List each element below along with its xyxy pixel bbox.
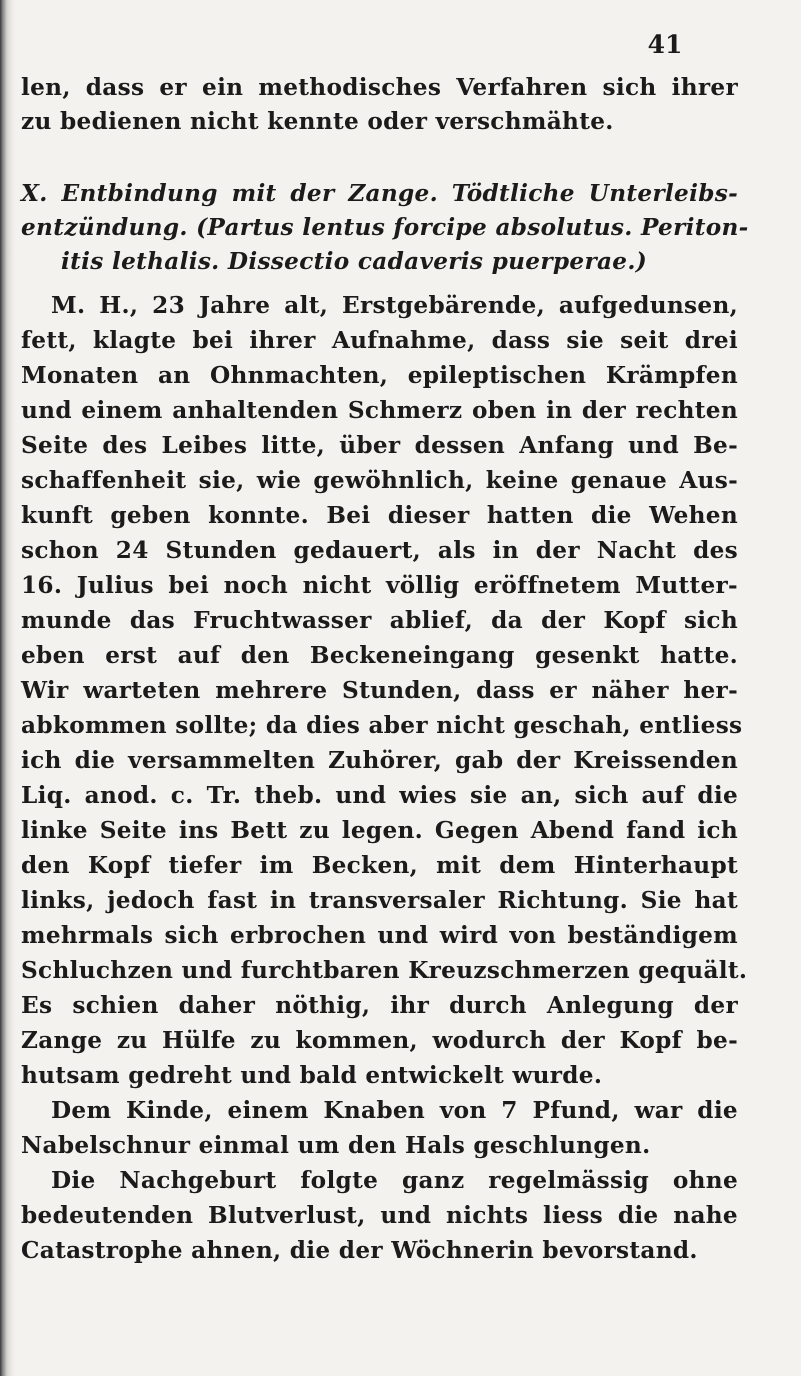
case-heading-line: itis lethalis. Dissectio cadaveris puerperae.) [61, 248, 647, 275]
text-line: Monaten an Ohnmachten, epileptischen Krämpfen [21, 362, 738, 389]
text-line: Catastrophe ahnen, die der Wöchnerin bevorstand. [21, 1237, 698, 1264]
case-heading-line: entzündung. (Partus lentus forcipe absolutus. Periton- [21, 214, 749, 241]
text-line: links, jedoch fast in transversaler Richtung. Sie hat [21, 887, 738, 914]
text-line: schaffenheit sie, wie gewöhnlich, keine genaue Aus- [21, 467, 738, 494]
text-line: linke Seite ins Bett zu legen. Gegen Abend fand ich [21, 817, 738, 844]
text-line: Zange zu Hülfe zu kommen, wodurch der Kopf be- [21, 1027, 738, 1054]
text-line: Dem Kinde, einem Knaben von 7 Pfund, war die [51, 1097, 738, 1124]
text-line: 16. Julius bei noch nicht völlig eröffnetem Mutter- [21, 572, 738, 599]
text-line: und einem anhaltenden Schmerz oben in der rechten [21, 397, 738, 424]
text-line: abkommen sollte; da dies aber nicht geschah, entliess [21, 712, 743, 739]
page-binding-edge [0, 0, 16, 1376]
text-line: mehrmals sich erbrochen und wird von beständigem [21, 922, 738, 949]
text-line: M. H., 23 Jahre alt, Erstgebärende, aufgedunsen, [51, 292, 738, 319]
case-heading-line: X. Entbindung mit der Zange. Tödtliche Unterleibs- [21, 180, 738, 207]
text-line: hutsam gedreht und bald entwickelt wurde. [21, 1062, 603, 1089]
text-line: Die Nachgeburt folgte ganz regelmässig ohne [51, 1167, 738, 1194]
text-line: eben erst auf den Beckeneingang gesenkt hatte. [21, 642, 738, 669]
text-line: Seite des Leibes litte, über dessen Anfang und Be- [21, 432, 738, 459]
text-line: schon 24 Stunden gedauert, als in der Nacht des [21, 537, 738, 564]
text-line: Wir warteten mehrere Stunden, dass er näher her- [21, 677, 738, 704]
text-line: ich die versammelten Zuhörer, gab der Kreissenden [21, 747, 738, 774]
text-line: den Kopf tiefer im Becken, mit dem Hinterhaupt [21, 852, 738, 879]
text-line: Es schien daher nöthig, ihr durch Anlegung der [21, 992, 738, 1019]
text-line: zu bedienen nicht kennte oder verschmähte. [21, 108, 614, 135]
text-line: kunft geben konnte. Bei dieser hatten die Wehen [21, 502, 738, 529]
text-line: Nabelschnur einmal um den Hals geschlungen. [21, 1132, 651, 1159]
text-line: munde das Fruchtwasser ablief, da der Kopf sich [21, 607, 738, 634]
text-line: Schluchzen und furchtbaren Kreuzschmerzen gequält. [21, 957, 748, 984]
text-line: fett, klagte bei ihrer Aufnahme, dass sie seit drei [21, 327, 738, 354]
text-line: bedeutenden Blutverlust, und nichts liess die nahe [21, 1202, 738, 1229]
text-line: Liq. anod. c. Tr. theb. und wies sie an, sich auf die [21, 782, 738, 809]
text-line: len, dass er ein methodisches Verfahren sich ihrer [21, 74, 738, 101]
page-number: 41 [647, 30, 683, 59]
